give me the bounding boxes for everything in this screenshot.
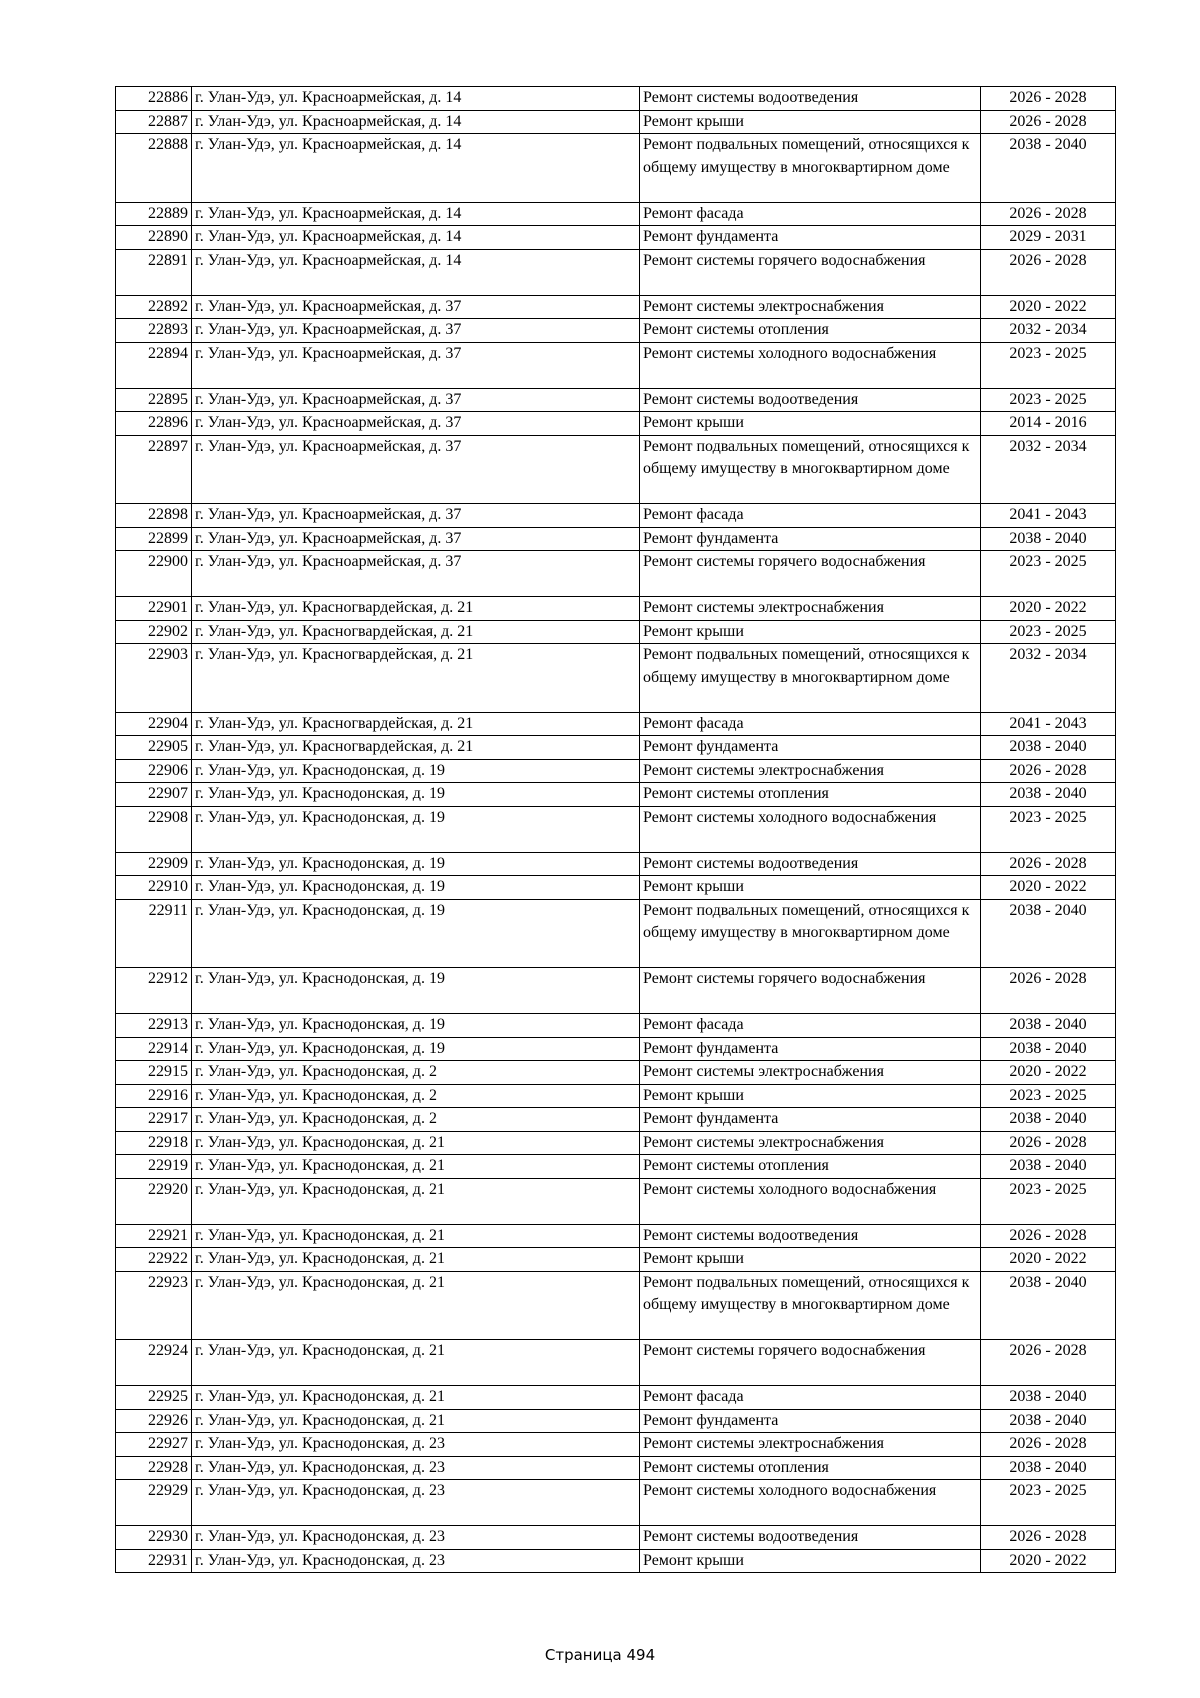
work-type-cell: Ремонт системы отопления (640, 319, 981, 343)
address-cell: г. Улан-Удэ, ул. Красноармейская, д. 37 (192, 388, 640, 412)
address-cell: г. Улан-Удэ, ул. Красноармейская, д. 14 (192, 87, 640, 111)
period-cell: 2014 - 2016 (981, 412, 1116, 436)
row-number-cell: 22899 (116, 527, 192, 551)
period-cell: 2026 - 2028 (981, 110, 1116, 134)
period-cell: 2032 - 2034 (981, 644, 1116, 713)
period-cell: 2023 - 2025 (981, 342, 1116, 388)
table-row (116, 1433, 1116, 1457)
work-type-cell: Ремонт подвальных помещений, относящихся к общему имуществу в многоквартирном доме (640, 644, 981, 713)
row-number-cell: 22926 (116, 1409, 192, 1433)
period-cell: 2020 - 2022 (981, 295, 1116, 319)
row-number-cell: 22930 (116, 1526, 192, 1550)
work-type-cell: Ремонт фундамента (640, 1108, 981, 1132)
row-number-cell: 22913 (116, 1014, 192, 1038)
period-cell: 2038 - 2040 (981, 1155, 1116, 1179)
period-cell: 2023 - 2025 (981, 551, 1116, 597)
table-row (116, 968, 1116, 1014)
period-cell: 2023 - 2025 (981, 1084, 1116, 1108)
address-cell: г. Улан-Удэ, ул. Красноармейская, д. 37 (192, 319, 640, 343)
address-cell: г. Улан-Удэ, ул. Краснодонская, д. 21 (192, 1386, 640, 1410)
row-number-cell: 22909 (116, 852, 192, 876)
row-number-cell: 22888 (116, 134, 192, 203)
table-row (116, 134, 1116, 203)
address-cell: г. Улан-Удэ, ул. Красноармейская, д. 37 (192, 504, 640, 528)
row-number-cell: 22911 (116, 899, 192, 968)
period-cell: 2041 - 2043 (981, 504, 1116, 528)
row-number-cell: 22893 (116, 319, 192, 343)
period-cell: 2038 - 2040 (981, 1108, 1116, 1132)
period-cell: 2026 - 2028 (981, 202, 1116, 226)
work-type-cell: Ремонт системы холодного водоснабжения (640, 1480, 981, 1526)
period-cell: 2038 - 2040 (981, 1014, 1116, 1038)
work-type-cell: Ремонт системы отопления (640, 1155, 981, 1179)
row-number-cell: 22922 (116, 1248, 192, 1272)
table-row (116, 435, 1116, 504)
period-cell: 2026 - 2028 (981, 968, 1116, 1014)
table-row (116, 1340, 1116, 1386)
period-cell: 2020 - 2022 (981, 1061, 1116, 1085)
address-cell: г. Улан-Удэ, ул. Краснодонская, д. 21 (192, 1178, 640, 1224)
work-type-cell: Ремонт фасада (640, 504, 981, 528)
row-number-cell: 22917 (116, 1108, 192, 1132)
address-cell: г. Улан-Удэ, ул. Красноармейская, д. 37 (192, 527, 640, 551)
row-number-cell: 22905 (116, 736, 192, 760)
period-cell: 2041 - 2043 (981, 712, 1116, 736)
address-cell: г. Улан-Удэ, ул. Красноармейская, д. 14 (192, 110, 640, 134)
period-cell: 2026 - 2028 (981, 249, 1116, 295)
row-number-cell: 22904 (116, 712, 192, 736)
work-type-cell: Ремонт фасада (640, 1386, 981, 1410)
address-cell: г. Улан-Удэ, ул. Краснодонская, д. 21 (192, 1224, 640, 1248)
work-type-cell: Ремонт системы электроснабжения (640, 1433, 981, 1457)
table-row (116, 202, 1116, 226)
table-row (116, 852, 1116, 876)
table-row (116, 527, 1116, 551)
work-type-cell: Ремонт фасада (640, 202, 981, 226)
work-type-cell: Ремонт системы водоотведения (640, 852, 981, 876)
address-cell: г. Улан-Удэ, ул. Красноармейская, д. 14 (192, 226, 640, 250)
table-row (116, 87, 1116, 111)
table-row (116, 1456, 1116, 1480)
table-row (116, 1549, 1116, 1573)
work-type-cell: Ремонт крыши (640, 620, 981, 644)
table-row (116, 1014, 1116, 1038)
table-row (116, 1271, 1116, 1340)
work-type-cell: Ремонт подвальных помещений, относящихся к общему имуществу в многоквартирном доме (640, 1271, 981, 1340)
work-type-cell: Ремонт системы электроснабжения (640, 1131, 981, 1155)
work-type-cell: Ремонт системы отопления (640, 1456, 981, 1480)
row-number-cell: 22891 (116, 249, 192, 295)
work-type-cell: Ремонт системы горячего водоснабжения (640, 249, 981, 295)
period-cell: 2029 - 2031 (981, 226, 1116, 250)
address-cell: г. Улан-Удэ, ул. Красногвардейская, д. 21 (192, 597, 640, 621)
period-cell: 2032 - 2034 (981, 435, 1116, 504)
period-cell: 2023 - 2025 (981, 1480, 1116, 1526)
table-row (116, 412, 1116, 436)
table-row (116, 504, 1116, 528)
table-row (116, 1178, 1116, 1224)
address-cell: г. Улан-Удэ, ул. Краснодонская, д. 19 (192, 806, 640, 852)
row-number-cell: 22902 (116, 620, 192, 644)
table-row (116, 736, 1116, 760)
row-number-cell: 22928 (116, 1456, 192, 1480)
period-cell: 2038 - 2040 (981, 1037, 1116, 1061)
table-row (116, 249, 1116, 295)
work-type-cell: Ремонт крыши (640, 412, 981, 436)
table-row (116, 597, 1116, 621)
period-cell: 2026 - 2028 (981, 1433, 1116, 1457)
table-row (116, 1084, 1116, 1108)
address-cell: г. Улан-Удэ, ул. Краснодонская, д. 19 (192, 852, 640, 876)
row-number-cell: 22914 (116, 1037, 192, 1061)
work-type-cell: Ремонт фундамента (640, 226, 981, 250)
work-type-cell: Ремонт системы водоотведения (640, 87, 981, 111)
row-number-cell: 22896 (116, 412, 192, 436)
table-row (116, 620, 1116, 644)
table-row (116, 1386, 1116, 1410)
address-cell: г. Улан-Удэ, ул. Красногвардейская, д. 21 (192, 736, 640, 760)
work-type-cell: Ремонт фундамента (640, 1037, 981, 1061)
address-cell: г. Улан-Удэ, ул. Краснодонская, д. 21 (192, 1340, 640, 1386)
address-cell: г. Улан-Удэ, ул. Красноармейская, д. 14 (192, 134, 640, 203)
table-row (116, 110, 1116, 134)
work-type-cell: Ремонт системы электроснабжения (640, 759, 981, 783)
work-type-cell: Ремонт фундамента (640, 1409, 981, 1433)
work-type-cell: Ремонт системы водоотведения (640, 388, 981, 412)
address-cell: г. Улан-Удэ, ул. Красногвардейская, д. 21 (192, 620, 640, 644)
period-cell: 2038 - 2040 (981, 1386, 1116, 1410)
table-row (116, 319, 1116, 343)
period-cell: 2032 - 2034 (981, 319, 1116, 343)
table-row (116, 1061, 1116, 1085)
period-cell: 2020 - 2022 (981, 597, 1116, 621)
period-cell: 2038 - 2040 (981, 1271, 1116, 1340)
work-type-cell: Ремонт крыши (640, 1549, 981, 1573)
table-row (116, 226, 1116, 250)
row-number-cell: 22925 (116, 1386, 192, 1410)
address-cell: г. Улан-Удэ, ул. Красногвардейская, д. 21 (192, 712, 640, 736)
table-row (116, 759, 1116, 783)
period-cell: 2023 - 2025 (981, 806, 1116, 852)
row-number-cell: 22887 (116, 110, 192, 134)
row-number-cell: 22923 (116, 1271, 192, 1340)
address-cell: г. Улан-Удэ, ул. Краснодонская, д. 23 (192, 1480, 640, 1526)
table-body (116, 87, 1116, 1573)
work-type-cell: Ремонт системы отопления (640, 783, 981, 807)
work-type-cell: Ремонт системы электроснабжения (640, 597, 981, 621)
work-type-cell: Ремонт фундамента (640, 736, 981, 760)
address-cell: г. Улан-Удэ, ул. Краснодонская, д. 21 (192, 1409, 640, 1433)
row-number-cell: 22907 (116, 783, 192, 807)
row-number-cell: 22918 (116, 1131, 192, 1155)
address-cell: г. Улан-Удэ, ул. Красноармейская, д. 37 (192, 412, 640, 436)
period-cell: 2026 - 2028 (981, 852, 1116, 876)
period-cell: 2038 - 2040 (981, 736, 1116, 760)
period-cell: 2020 - 2022 (981, 1549, 1116, 1573)
address-cell: г. Улан-Удэ, ул. Краснодонская, д. 23 (192, 1433, 640, 1457)
table-row (116, 1108, 1116, 1132)
work-type-cell: Ремонт системы горячего водоснабжения (640, 551, 981, 597)
address-cell: г. Улан-Удэ, ул. Краснодонская, д. 23 (192, 1456, 640, 1480)
row-number-cell: 22889 (116, 202, 192, 226)
table-row (116, 1224, 1116, 1248)
table-row (116, 712, 1116, 736)
address-cell: г. Улан-Удэ, ул. Краснодонская, д. 21 (192, 1155, 640, 1179)
row-number-cell: 22916 (116, 1084, 192, 1108)
address-cell: г. Улан-Удэ, ул. Красноармейская, д. 37 (192, 551, 640, 597)
period-cell: 2023 - 2025 (981, 620, 1116, 644)
work-type-cell: Ремонт системы горячего водоснабжения (640, 968, 981, 1014)
period-cell: 2026 - 2028 (981, 87, 1116, 111)
period-cell: 2026 - 2028 (981, 1526, 1116, 1550)
row-number-cell: 22897 (116, 435, 192, 504)
work-type-cell: Ремонт подвальных помещений, относящихся к общему имуществу в многоквартирном доме (640, 435, 981, 504)
row-number-cell: 22924 (116, 1340, 192, 1386)
table-row (116, 1409, 1116, 1433)
row-number-cell: 22898 (116, 504, 192, 528)
table-row (116, 1155, 1116, 1179)
row-number-cell: 22912 (116, 968, 192, 1014)
work-type-cell: Ремонт системы холодного водоснабжения (640, 806, 981, 852)
table-row (116, 783, 1116, 807)
row-number-cell: 22906 (116, 759, 192, 783)
row-number-cell: 22927 (116, 1433, 192, 1457)
address-cell: г. Улан-Удэ, ул. Краснодонская, д. 19 (192, 759, 640, 783)
address-cell: г. Улан-Удэ, ул. Краснодонская, д. 19 (192, 1014, 640, 1038)
work-type-cell: Ремонт системы водоотведения (640, 1526, 981, 1550)
period-cell: 2023 - 2025 (981, 388, 1116, 412)
row-number-cell: 22886 (116, 87, 192, 111)
table-row (116, 388, 1116, 412)
table-row (116, 876, 1116, 900)
address-cell: г. Улан-Удэ, ул. Краснодонская, д. 19 (192, 783, 640, 807)
period-cell: 2026 - 2028 (981, 1340, 1116, 1386)
address-cell: г. Улан-Удэ, ул. Красноармейская, д. 14 (192, 249, 640, 295)
period-cell: 2038 - 2040 (981, 134, 1116, 203)
row-number-cell: 22929 (116, 1480, 192, 1526)
address-cell: г. Улан-Удэ, ул. Краснодонская, д. 23 (192, 1526, 640, 1550)
work-type-cell: Ремонт системы электроснабжения (640, 1061, 981, 1085)
period-cell: 2020 - 2022 (981, 876, 1116, 900)
row-number-cell: 22919 (116, 1155, 192, 1179)
address-cell: г. Улан-Удэ, ул. Краснодонская, д. 2 (192, 1108, 640, 1132)
period-cell: 2038 - 2040 (981, 783, 1116, 807)
table-row (116, 1131, 1116, 1155)
work-type-cell: Ремонт фасада (640, 712, 981, 736)
period-cell: 2023 - 2025 (981, 1178, 1116, 1224)
address-cell: г. Улан-Удэ, ул. Краснодонская, д. 21 (192, 1131, 640, 1155)
period-cell: 2026 - 2028 (981, 1131, 1116, 1155)
row-number-cell: 22895 (116, 388, 192, 412)
work-type-cell: Ремонт системы горячего водоснабжения (640, 1340, 981, 1386)
table-row (116, 1526, 1116, 1550)
row-number-cell: 22921 (116, 1224, 192, 1248)
work-type-cell: Ремонт системы холодного водоснабжения (640, 342, 981, 388)
work-type-cell: Ремонт подвальных помещений, относящихся к общему имуществу в многоквартирном доме (640, 899, 981, 968)
work-type-cell: Ремонт крыши (640, 876, 981, 900)
table-row (116, 899, 1116, 968)
period-cell: 2026 - 2028 (981, 759, 1116, 783)
address-cell: г. Улан-Удэ, ул. Красноармейская, д. 14 (192, 202, 640, 226)
table-row (116, 644, 1116, 713)
row-number-cell: 22915 (116, 1061, 192, 1085)
table-row (116, 342, 1116, 388)
row-number-cell: 22910 (116, 876, 192, 900)
address-cell: г. Улан-Удэ, ул. Красногвардейская, д. 21 (192, 644, 640, 713)
period-cell: 2038 - 2040 (981, 899, 1116, 968)
table-row (116, 1037, 1116, 1061)
period-cell: 2020 - 2022 (981, 1248, 1116, 1272)
row-number-cell: 22890 (116, 226, 192, 250)
work-type-cell: Ремонт фасада (640, 1014, 981, 1038)
table-row (116, 1248, 1116, 1272)
address-cell: г. Улан-Удэ, ул. Красноармейская, д. 37 (192, 342, 640, 388)
address-cell: г. Улан-Удэ, ул. Краснодонская, д. 2 (192, 1061, 640, 1085)
row-number-cell: 22901 (116, 597, 192, 621)
address-cell: г. Улан-Удэ, ул. Краснодонская, д. 2 (192, 1084, 640, 1108)
period-cell: 2038 - 2040 (981, 1409, 1116, 1433)
period-cell: 2026 - 2028 (981, 1224, 1116, 1248)
row-number-cell: 22931 (116, 1549, 192, 1573)
work-type-cell: Ремонт системы электроснабжения (640, 295, 981, 319)
address-cell: г. Улан-Удэ, ул. Краснодонская, д. 23 (192, 1549, 640, 1573)
table-row (116, 806, 1116, 852)
table-row (116, 551, 1116, 597)
repair-schedule-table (115, 86, 1116, 1573)
period-cell: 2038 - 2040 (981, 527, 1116, 551)
address-cell: г. Улан-Удэ, ул. Краснодонская, д. 19 (192, 968, 640, 1014)
period-cell: 2038 - 2040 (981, 1456, 1116, 1480)
work-type-cell: Ремонт подвальных помещений, относящихся к общему имуществу в многоквартирном доме (640, 134, 981, 203)
work-type-cell: Ремонт системы холодного водоснабжения (640, 1178, 981, 1224)
work-type-cell: Ремонт фундамента (640, 527, 981, 551)
table-row (116, 1480, 1116, 1526)
row-number-cell: 22900 (116, 551, 192, 597)
address-cell: г. Улан-Удэ, ул. Краснодонская, д. 19 (192, 899, 640, 968)
row-number-cell: 22908 (116, 806, 192, 852)
work-type-cell: Ремонт крыши (640, 110, 981, 134)
address-cell: г. Улан-Удэ, ул. Краснодонская, д. 19 (192, 876, 640, 900)
work-type-cell: Ремонт системы водоотведения (640, 1224, 981, 1248)
page-number: Страница 494 (544, 1646, 656, 1664)
address-cell: г. Улан-Удэ, ул. Красноармейская, д. 37 (192, 435, 640, 504)
row-number-cell: 22903 (116, 644, 192, 713)
table-row (116, 295, 1116, 319)
address-cell: г. Улан-Удэ, ул. Красноармейская, д. 37 (192, 295, 640, 319)
address-cell: г. Улан-Удэ, ул. Краснодонская, д. 21 (192, 1271, 640, 1340)
row-number-cell: 22892 (116, 295, 192, 319)
row-number-cell: 22894 (116, 342, 192, 388)
work-type-cell: Ремонт крыши (640, 1084, 981, 1108)
row-number-cell: 22920 (116, 1178, 192, 1224)
address-cell: г. Улан-Удэ, ул. Краснодонская, д. 19 (192, 1037, 640, 1061)
work-type-cell: Ремонт крыши (640, 1248, 981, 1272)
address-cell: г. Улан-Удэ, ул. Краснодонская, д. 21 (192, 1248, 640, 1272)
